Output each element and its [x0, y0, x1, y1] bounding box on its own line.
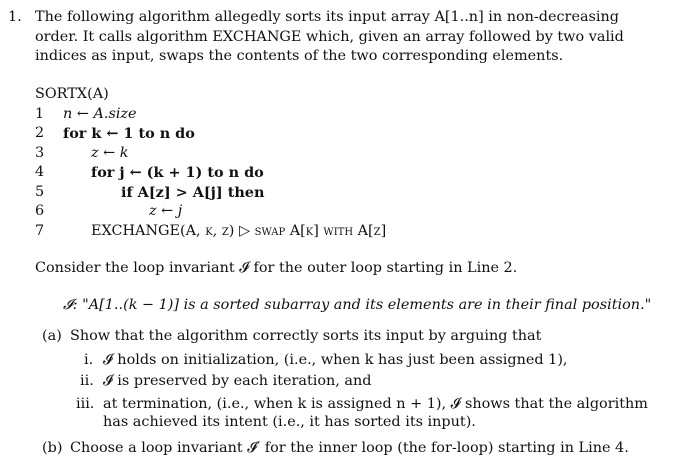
sub-item-text-continued: has achieved its intent (i.e., it has sorted its input).: [103, 414, 476, 430]
algo-code: if A[z] > A[j] then: [121, 184, 265, 201]
line-number: 6: [35, 203, 45, 219]
invariant-intro: Consider the loop invariant 𝓘 for the outer loop starting in Line 2.: [35, 260, 518, 276]
sub-item-text: 𝓘 is preserved by each iteration, and: [103, 373, 372, 389]
intro-line-3: indices as input, swaps the contents of the two corresponding elements.: [35, 48, 564, 64]
line-number: 4: [35, 164, 45, 180]
sub-item-label: iii.: [76, 396, 95, 412]
sub-item-label: i.: [84, 352, 94, 368]
algo-code: z ← k: [91, 145, 129, 161]
sub-item-text: at termination, (i.e., when k is assigned n + 1), 𝓘 shows that the algorithm: [103, 396, 648, 412]
line-number: 2: [35, 125, 45, 141]
algo-code: EXCHANGE(A, k, z) ▷ swap A[k] with A[z]: [91, 223, 387, 239]
intro-line-2: order. It calls algorithm EXCHANGE which, given an array followed by two valid: [35, 29, 624, 45]
line-number: 3: [35, 145, 45, 161]
problem-number: 1.: [8, 9, 22, 25]
part-a-label: (a): [42, 328, 62, 344]
part-b-text: Choose a loop invariant 𝓘′ for the inner loop (the for-loop) starting in Line 4.: [70, 440, 629, 456]
sub-item-text: 𝓘 holds on initialization, (i.e., when k has just been assigned 1),: [103, 352, 568, 368]
intro-line-1: The following algorithm allegedly sorts its input array A[1..n] in non-decreasing: [35, 9, 620, 25]
invariant-statement: 𝓘: "A[1..(k − 1)] is a sorted subarray and its elements are in their final position.": [63, 297, 652, 313]
algo-code: n ← A.size: [63, 106, 137, 122]
part-a-text: Show that the algorithm correctly sorts its input by arguing that: [70, 328, 542, 344]
algo-code: for j ← (k + 1) to n do: [91, 164, 264, 181]
algo-code: z ← j: [149, 203, 183, 219]
part-b-label: (b): [42, 440, 63, 456]
algo-code: for k ← 1 to n do: [63, 125, 195, 142]
line-number: 7: [35, 223, 45, 239]
algorithm-header: SORTX(A): [35, 86, 109, 102]
sub-item-label: ii.: [80, 373, 94, 389]
line-number: 1: [35, 106, 45, 122]
line-number: 5: [35, 184, 45, 200]
